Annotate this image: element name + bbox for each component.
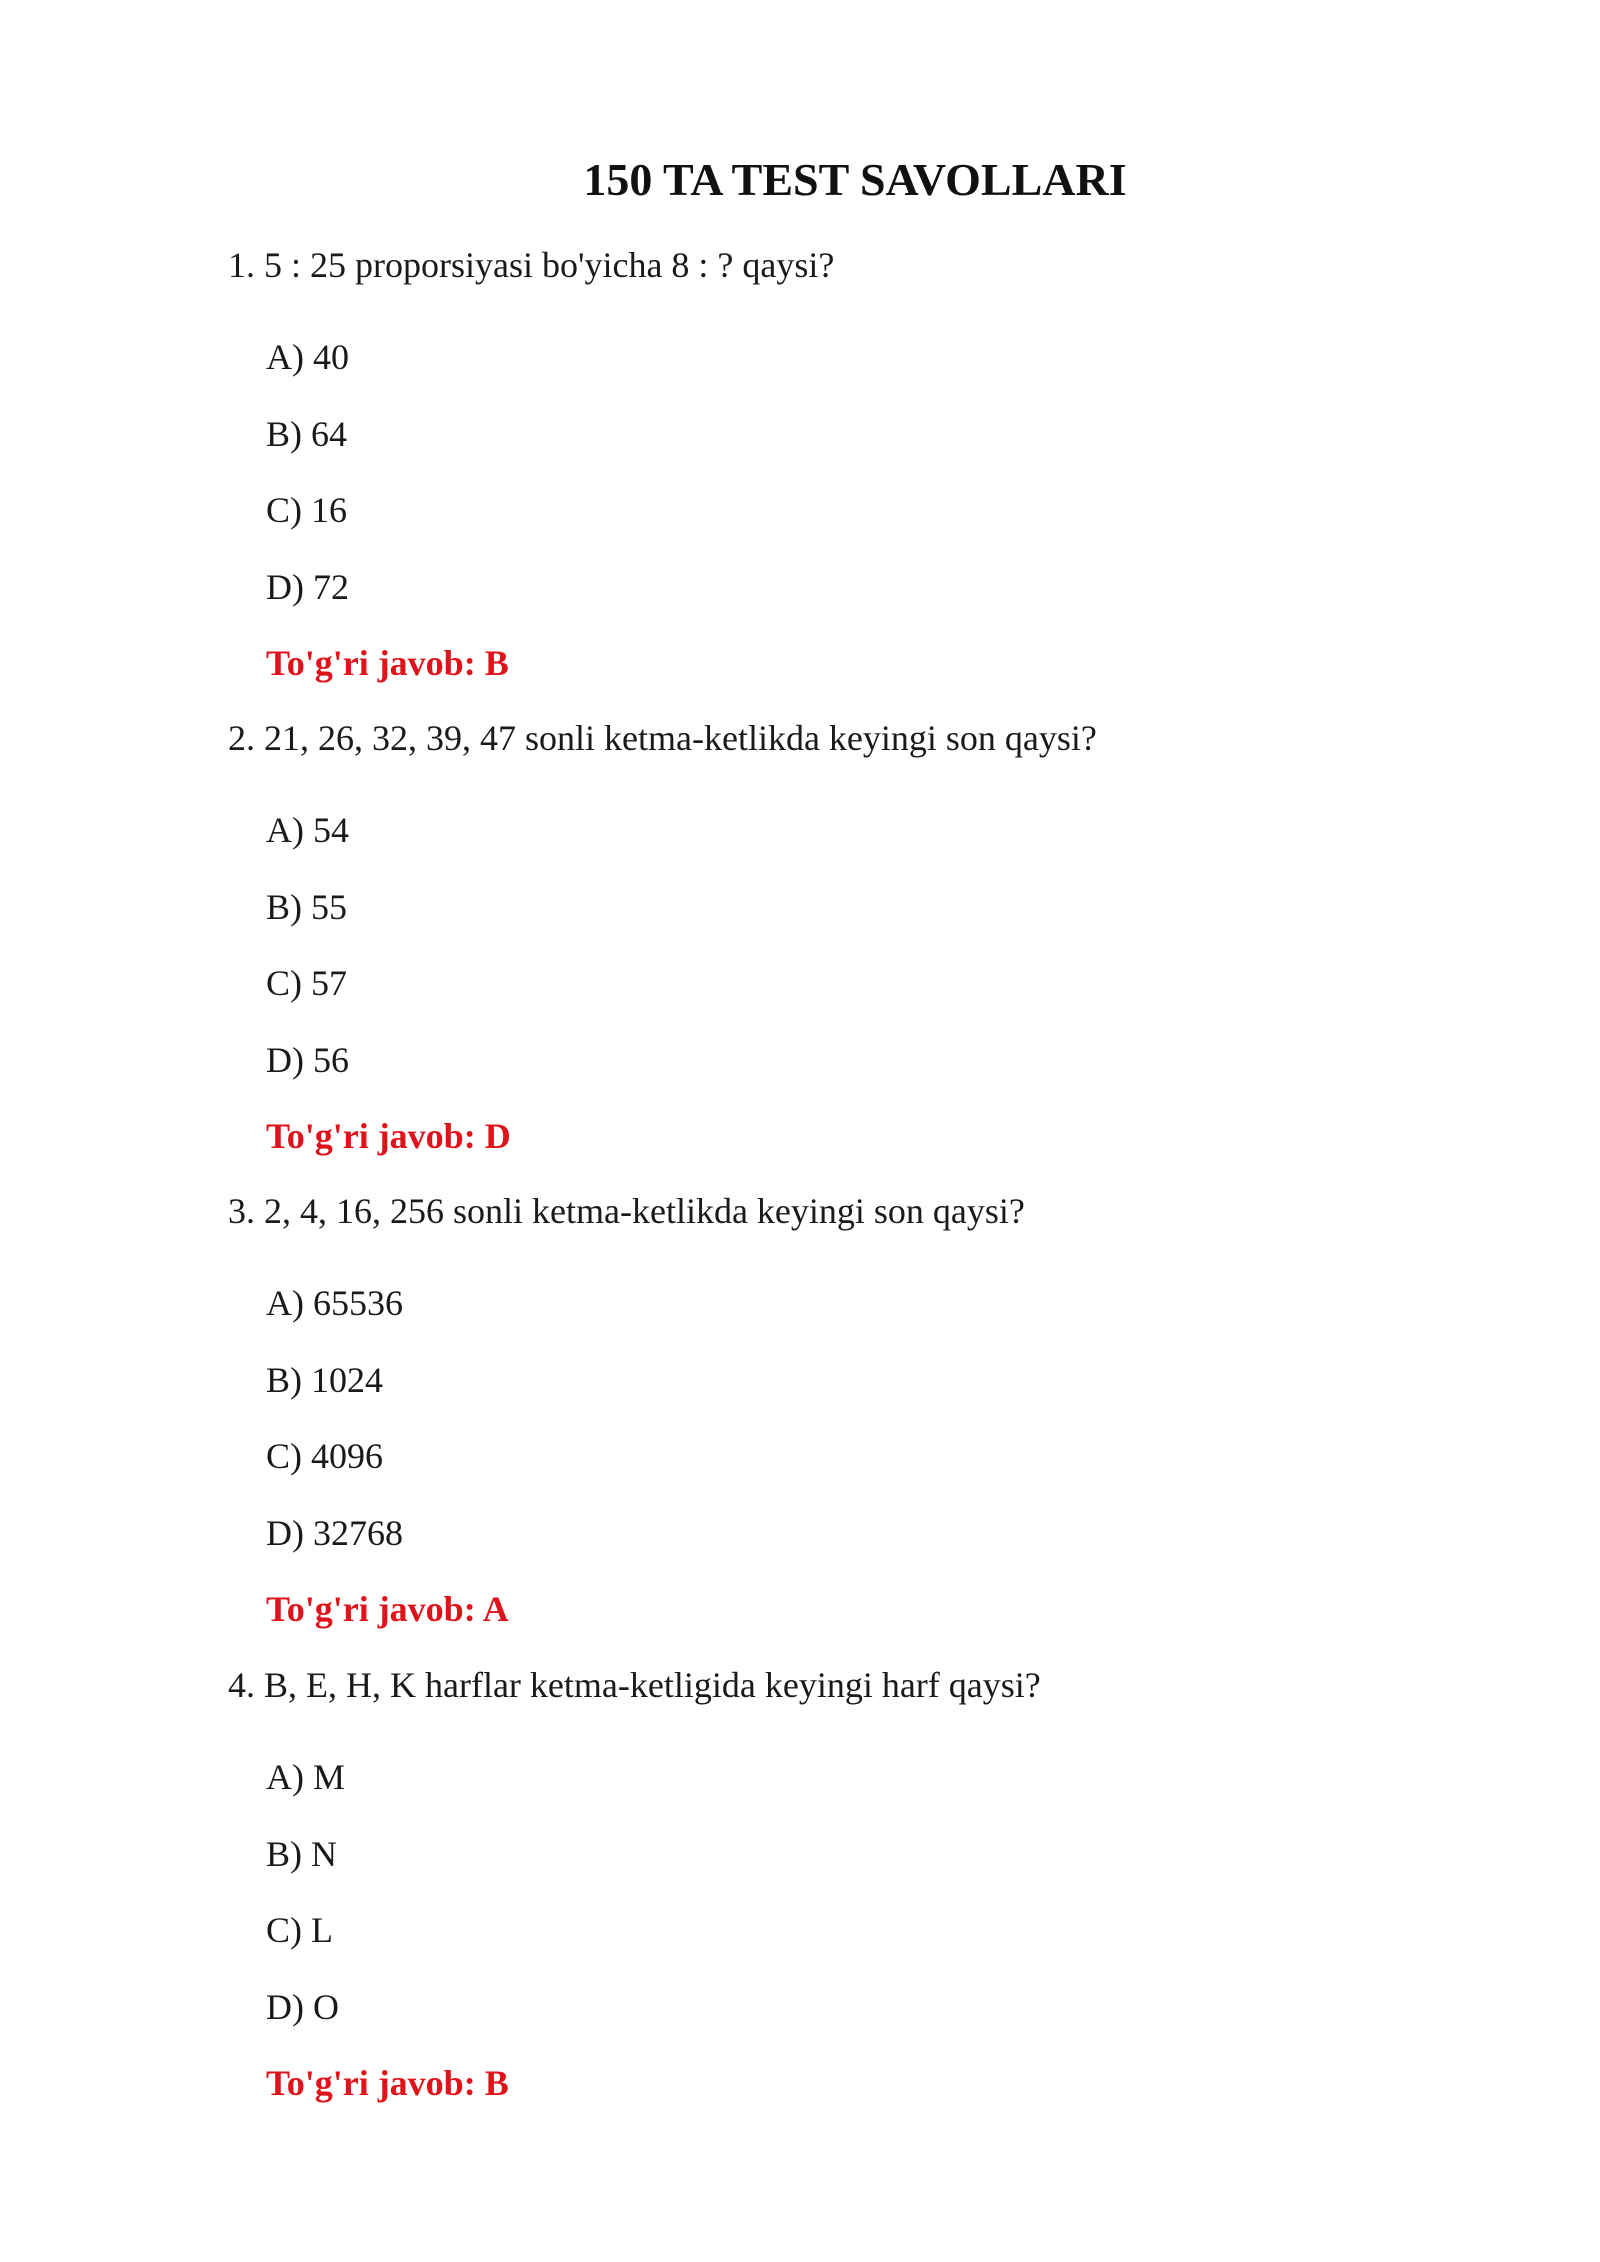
option-d: D) 56 bbox=[266, 1039, 349, 1080]
option-c: C) L bbox=[266, 1910, 333, 1950]
option-a: A) 54 bbox=[266, 810, 349, 850]
options-list bbox=[228, 1278, 1428, 1634]
option-b: B) 1024 bbox=[266, 1359, 383, 1400]
question-block bbox=[228, 1660, 1428, 2108]
correct-answer: To'g'ri javob: B bbox=[266, 643, 509, 683]
question-text: 3. 2, 4, 16, 256 sonli ketma-ketlikda keyingi son qaysi? bbox=[228, 1191, 1025, 1231]
option-d: D) 72 bbox=[266, 566, 349, 607]
option-c: C) 57 bbox=[266, 963, 347, 1003]
options-list bbox=[228, 805, 1428, 1161]
option-c: C) 4096 bbox=[266, 1436, 383, 1476]
option-a: A) 40 bbox=[266, 337, 349, 377]
question-block bbox=[228, 1186, 1428, 1634]
options-list bbox=[228, 1752, 1428, 2108]
correct-answer: To'g'ri javob: B bbox=[266, 2063, 509, 2103]
question-text: 4. B, E, H, K harflar ketma-ketligida keyingi harf qaysi? bbox=[228, 1665, 1041, 1705]
option-b: B) 64 bbox=[266, 413, 347, 454]
question-block bbox=[228, 240, 1428, 688]
question-block bbox=[228, 713, 1428, 1161]
correct-answer: To'g'ri javob: D bbox=[266, 1116, 511, 1156]
option-a: A) 65536 bbox=[266, 1283, 403, 1323]
option-d: D) 32768 bbox=[266, 1512, 403, 1553]
option-b: B) N bbox=[266, 1833, 337, 1874]
option-c: C) 16 bbox=[266, 490, 347, 530]
options-list bbox=[228, 332, 1428, 688]
option-b: B) 55 bbox=[266, 886, 347, 927]
question-text: 1. 5 : 25 proporsiyasi bo'yicha 8 : ? qaysi? bbox=[228, 245, 835, 285]
page-title: 150 TA TEST SAVOLLARI bbox=[583, 154, 1127, 205]
option-a: A) M bbox=[266, 1757, 345, 1797]
question-text: 2. 21, 26, 32, 39, 47 sonli ketma-ketlikda keyingi son qaysi? bbox=[228, 718, 1097, 758]
correct-answer: To'g'ri javob: A bbox=[266, 1589, 509, 1629]
option-d: D) O bbox=[266, 1986, 339, 2027]
